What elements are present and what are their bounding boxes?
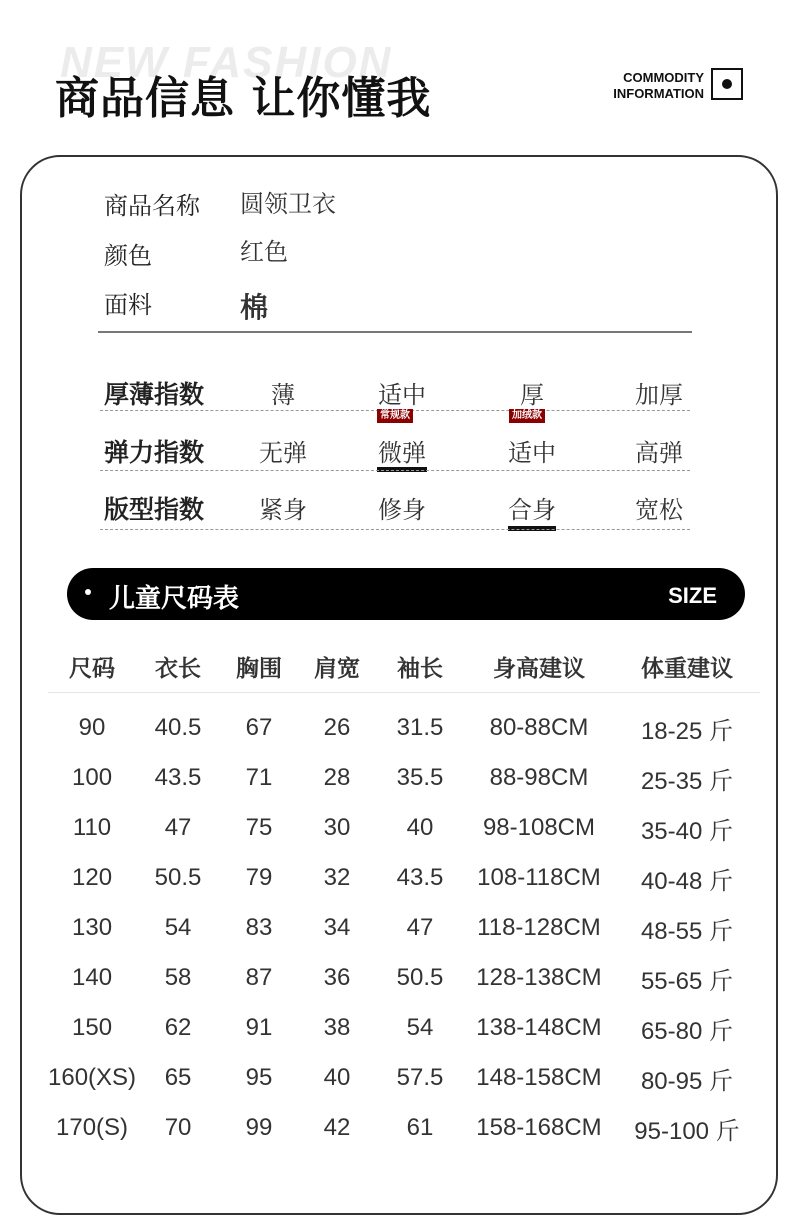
table-row [48, 953, 760, 1003]
bullet-icon [85, 589, 91, 595]
table-cell: 80-95 斤 [640, 1067, 734, 1095]
commodity-line-1: COMMODITY [623, 70, 704, 85]
table-cell: 18-25 斤 [640, 717, 734, 745]
table-cell: 120 [72, 864, 113, 891]
table-cell: 98-108CM [482, 814, 595, 841]
table-cell: 35.5 [396, 764, 444, 791]
table-cell: 138-148CM [476, 1014, 602, 1041]
table-cell: 150 [72, 1014, 113, 1041]
table-cell: 88-98CM [489, 764, 589, 791]
table-row [48, 803, 760, 853]
column-header: 胸围 [220, 640, 298, 693]
table-cell: 40 [406, 814, 434, 841]
table-cell: 170(S) [56, 1114, 129, 1141]
table-cell: 47 [164, 814, 192, 841]
product-name-value: 圆领卫衣 [240, 190, 336, 218]
table-cell: 42 [323, 1114, 351, 1141]
table-cell: 35-40 斤 [640, 817, 734, 845]
fleece-style-tag: 加绒款 [509, 409, 545, 423]
table-cell: 71 [245, 764, 273, 791]
table-cell: 95 [245, 1064, 273, 1091]
table-row [48, 753, 760, 803]
info-divider [98, 331, 692, 333]
table-cell: 91 [245, 1014, 273, 1041]
table-cell: 25-35 斤 [640, 767, 734, 795]
column-header: 体重建议 [614, 640, 760, 693]
fit-option: 紧身 [259, 496, 307, 524]
table-row [48, 1053, 760, 1103]
table-cell: 61 [406, 1114, 434, 1141]
column-header: 袖长 [376, 640, 464, 693]
column-header: 尺码 [48, 640, 136, 693]
table-cell: 32 [323, 864, 351, 891]
table-cell: 100 [72, 764, 113, 791]
table-row [48, 693, 760, 754]
table-cell: 79 [245, 864, 273, 891]
elasticity-index-label: 弹力指数 [104, 438, 205, 467]
table-cell: 48-55 斤 [640, 917, 734, 945]
table-cell: 99 [245, 1114, 273, 1141]
table-header-row [48, 640, 760, 693]
table-cell: 140 [72, 964, 113, 991]
table-cell: 108-118CM [477, 864, 601, 891]
dashed-divider [100, 529, 690, 530]
dashed-divider [100, 470, 690, 471]
table-cell: 26 [323, 714, 351, 741]
table-row [48, 1003, 760, 1053]
column-header: 身高建议 [464, 640, 614, 693]
table-cell: 148-158CM [476, 1064, 602, 1091]
table-cell: 40.5 [154, 714, 202, 741]
table-cell: 43.5 [396, 864, 444, 891]
table-cell: 62 [164, 1014, 192, 1041]
table-cell: 54 [164, 914, 192, 941]
square-dot-icon [711, 68, 743, 100]
table-cell: 95-100 斤 [634, 1117, 740, 1145]
table-cell: 40 [323, 1064, 351, 1091]
table-cell: 70 [164, 1114, 192, 1141]
table-cell: 67 [245, 714, 273, 741]
table-cell: 38 [323, 1014, 351, 1041]
table-cell: 54 [406, 1014, 434, 1041]
fit-index-label: 版型指数 [104, 495, 205, 524]
thickness-option: 加厚 [635, 381, 683, 409]
table-cell: 128-138CM [476, 964, 602, 991]
table-cell: 36 [323, 964, 351, 991]
product-name-label: 商品名称 [104, 192, 200, 220]
fabric-label: 面料 [104, 291, 152, 319]
color-label: 颜色 [104, 242, 152, 270]
table-cell: 80-88CM [489, 714, 589, 741]
table-cell: 65 [164, 1064, 192, 1091]
column-header: 肩宽 [298, 640, 376, 693]
commodity-line-2: INFORMATION [613, 86, 704, 101]
table-cell: 65-80 斤 [640, 1017, 734, 1045]
color-value: 红色 [240, 238, 288, 266]
table-cell: 90 [78, 714, 106, 741]
table-cell: 130 [72, 914, 113, 941]
fit-option: 修身 [378, 496, 426, 524]
thickness-index-label: 厚薄指数 [104, 380, 205, 409]
elasticity-option: 高弹 [635, 439, 683, 467]
elasticity-option: 无弹 [259, 439, 307, 467]
table-cell: 57.5 [396, 1064, 444, 1091]
header-watermark: NEW FASHION [60, 38, 393, 87]
table-cell: 55-65 斤 [640, 967, 734, 995]
table-cell: 34 [323, 914, 351, 941]
size-chart-banner [67, 568, 745, 620]
table-cell: 31.5 [396, 714, 444, 741]
page-title: 商品信息 让你懂我 [55, 73, 432, 124]
table-cell: 28 [323, 764, 351, 791]
table-cell: 118-128CM [477, 914, 601, 941]
table-cell: 83 [245, 914, 273, 941]
fit-option: 合身 [508, 496, 556, 524]
thickness-option: 适中 [378, 381, 426, 409]
table-cell: 160(XS) [48, 1064, 137, 1091]
commodity-information-label [592, 70, 704, 102]
size-chart-title: 儿童尺码表 [109, 584, 240, 614]
table-cell: 43.5 [154, 764, 202, 791]
table-cell: 50.5 [154, 864, 202, 891]
thickness-option: 厚 [520, 381, 544, 409]
table-row [48, 903, 760, 953]
table-cell: 87 [245, 964, 273, 991]
thickness-option: 薄 [271, 381, 295, 409]
table-cell: 110 [72, 814, 112, 841]
fabric-value: 棉 [240, 291, 269, 324]
size-badge: SIZE [668, 583, 717, 608]
table-cell: 75 [245, 814, 273, 841]
fit-option: 宽松 [635, 496, 683, 524]
table-cell: 158-168CM [476, 1114, 602, 1141]
regular-style-tag: 常规款 [377, 409, 413, 423]
table-cell: 40-48 斤 [640, 867, 734, 895]
table-cell: 50.5 [396, 964, 444, 991]
table-cell: 47 [406, 914, 434, 941]
size-table [48, 640, 760, 1153]
table-cell: 30 [323, 814, 351, 841]
table-cell: 58 [164, 964, 192, 991]
elasticity-option: 适中 [508, 439, 556, 467]
table-row [48, 853, 760, 903]
column-header: 衣长 [136, 640, 220, 693]
elasticity-option: 微弹 [378, 439, 426, 467]
table-row [48, 1103, 760, 1153]
